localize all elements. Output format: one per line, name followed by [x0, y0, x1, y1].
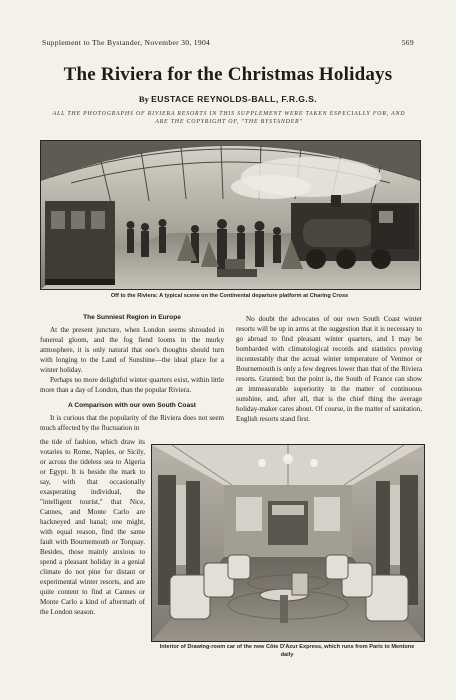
paragraph-tide-of-fashion: the tide of fashion, which draw its votaries to Rome, Naples, or Sicily, or across the tideless sea to Algeria or Egypt. It is beside the mark to say, with that occasionally exasperating individual, the "intelligent tourist," that Nice, Cannes, and Monte Carlo are hackneyed and banal; one might, with equal reason, find the same fault with Bournemouth or Torquay. Besides, those mainly anxious to spend a pleasant holiday in a genial climate do not pine for distant or experimental winter resorts, and are quite content to find at Cannes or Monte Carlo a kind of aftermath of the London season.	[40, 438, 145, 616]
byline	[0, 94, 456, 104]
subheading-sunniest-region: The Sunniest Region in Europe	[83, 314, 181, 321]
drawing-room-car-photo	[151, 444, 425, 642]
paragraph-winter-quarters: Perhaps no more delightful winter quarters exist, within little more than a day of London, than the popular Riviera.	[40, 376, 224, 394]
platform-illustration	[41, 141, 420, 289]
right-column	[236, 314, 422, 424]
copyright-notice: ALL THE PHOTOGRAPHS OF RIVIERA RESORTS IN THIS SUPPLEMENT WERE TAKEN ESPECIALLY FOR, AND ARE THE COPYRIGHT OF, "THE BYSTANDER"	[52, 111, 406, 125]
subheading-south-coast: A Comparison with our own South Coast	[68, 402, 196, 409]
header-publication: Supplement to The Bystander, November 30, 1904	[42, 38, 211, 47]
drawing-room-caption: Interior of Drawing-room car of the new Côte D'Azur Express, which runs from Paris to Mentone daily	[159, 644, 415, 658]
page-number: 569	[401, 38, 414, 47]
left-column	[40, 313, 224, 433]
paragraph-south-coast-advocates: No doubt the advocates of our own South Coast winter resorts will be up in arms at the suggestion that it is necessary to go abroad to find pleasant winter quarters, and I may be bombarded with climatological records and statistics proving incontestably that the actual winter temperature of Ventnor or Bournemouth is only a few degrees lower than that of the Riviera resorts. Granted; but the point is, the South of France can show an immeasurable superiority in the matter of continuous sunshine, and, after all, that is the chief thing the average holiday-maker cares about. Of course, in the matter of sanitation, English resorts stand first.	[236, 315, 422, 423]
platform-photo	[40, 140, 421, 290]
byline-by: By	[138, 94, 149, 104]
drawing-room-illustration	[152, 445, 424, 641]
running-header	[42, 38, 414, 50]
platform-photo-caption: Off to the Riviera: A typical scene on the Continental departure platform at Charing Cross	[110, 293, 349, 299]
article-title: The Riviera for the Christmas Holidays	[63, 64, 393, 85]
paragraph-popularity: It is curious that the popularity of the Riviera does not seem much affected by the fluctuation in	[40, 414, 224, 432]
author-name: EUSTACE REYNOLDS-BALL, F.R.G.S.	[151, 94, 318, 104]
paragraph-fog: At the present juncture, when London seems shrouded in funereal gloom, and the fog fiend looms in the murky atmosphere, it is only natural that one's thoughts should turn with longing to the Land of Sunshine—the ideal place for a winter holiday.	[40, 326, 224, 374]
narrow-column	[40, 437, 145, 617]
